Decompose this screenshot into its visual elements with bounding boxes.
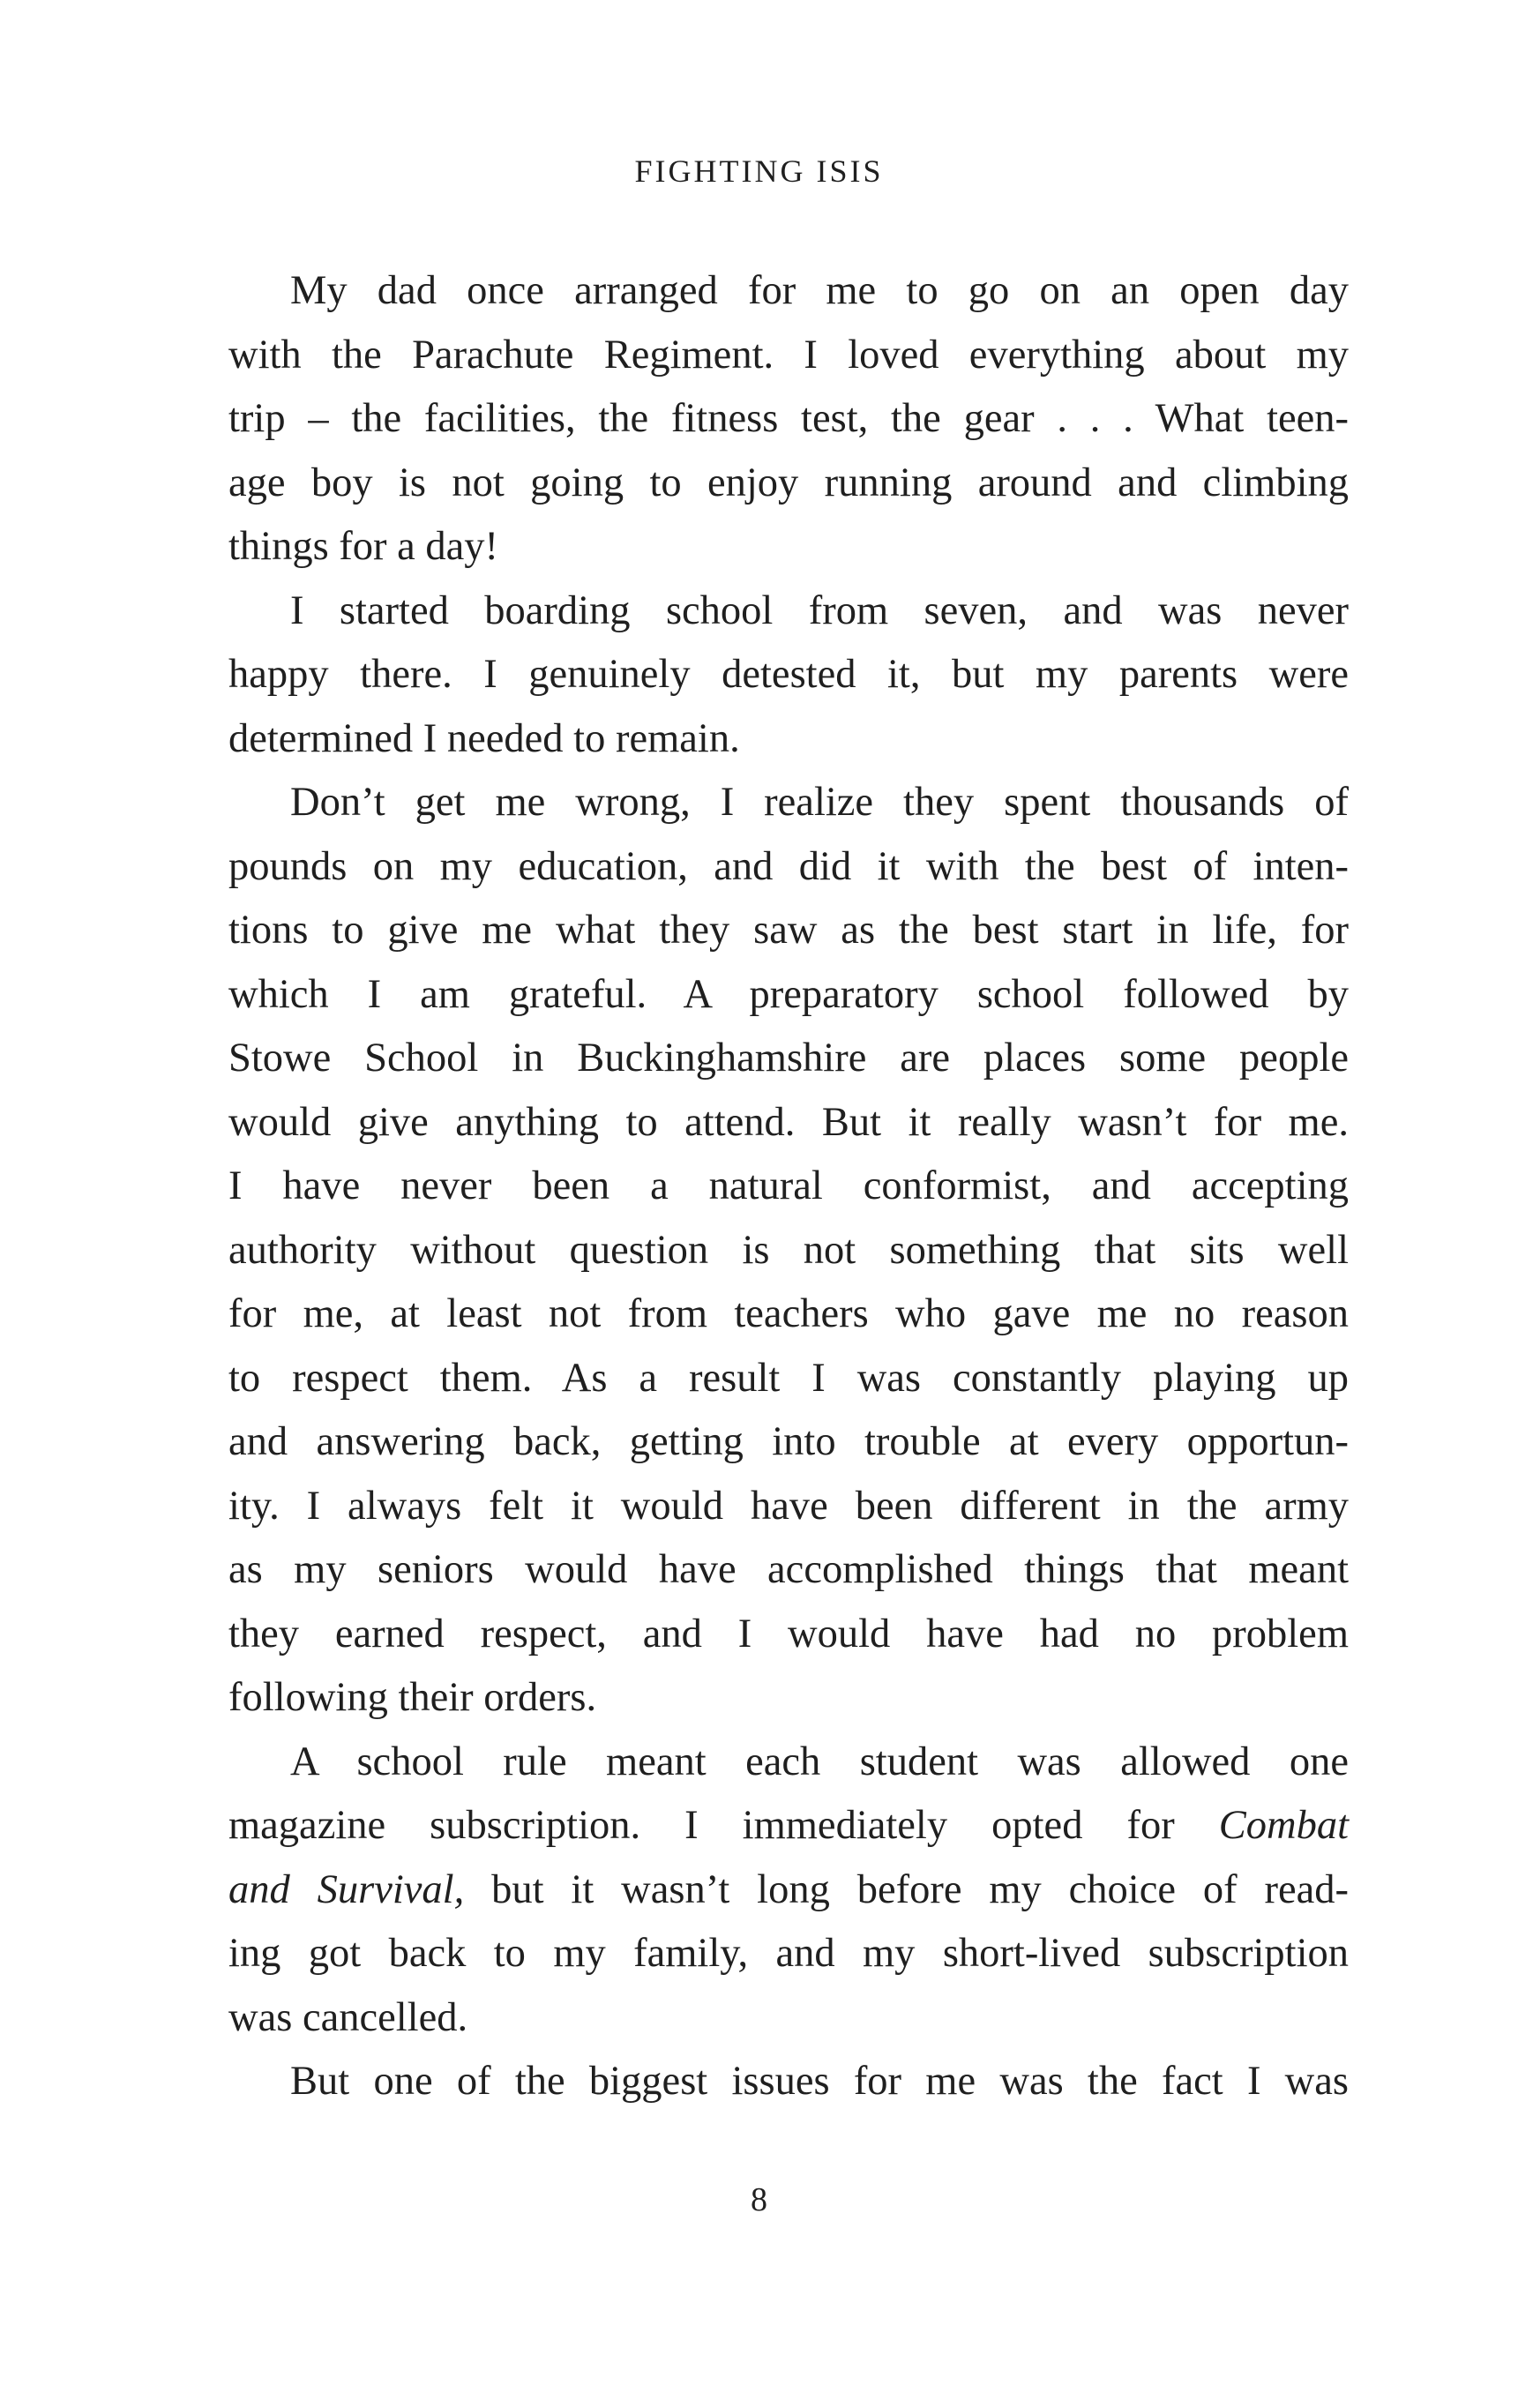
- text-line: But one of the biggest issues for me was the fact I was: [290, 2059, 1349, 2104]
- text-line: following their orders.: [228, 1675, 597, 1720]
- body-text: [228, 259, 1349, 2114]
- running-head: FIGHTING ISIS: [634, 153, 884, 189]
- paragraph: [228, 1731, 1349, 2051]
- text-line: with the Parachute Regiment. I loved everything about my: [228, 332, 1349, 378]
- text-line: Don’t get me wrong, I realize they spent thousands of: [290, 780, 1349, 825]
- text-line: trip – the facilities, the fitness test, the gear . . . What teen-: [228, 396, 1349, 441]
- paragraph: [228, 2050, 1349, 2114]
- text-line: I have never been a natural conformist, and accepting: [228, 1163, 1349, 1208]
- text-line: which I am grateful. A preparatory school followed by: [228, 971, 1349, 1017]
- text-line: I started boarding school from seven, and was never: [290, 587, 1349, 633]
- text-line: was cancelled.: [228, 1994, 468, 2040]
- paragraph: [228, 580, 1349, 772]
- text-line: tions to give me what they saw as the best start in life, for: [228, 908, 1349, 953]
- magazine-title: Combat: [1218, 1803, 1349, 1848]
- text-line: ing got back to my family, and my short-lived subscription: [228, 1931, 1349, 1976]
- text-line: would give anything to attend. But it really wasn’t for me.: [228, 1099, 1349, 1145]
- text-line: to respect them. As a result I was constantly playing up: [228, 1355, 1349, 1401]
- paragraph: [228, 259, 1349, 580]
- text-line: authority without question is not something that sits well: [228, 1227, 1349, 1273]
- text-line: things for a day!: [228, 524, 499, 569]
- text-line: age boy is not going to enjoy running around and climbing: [228, 460, 1349, 505]
- text-line: ity. I always felt it would have been different in the army: [228, 1483, 1349, 1529]
- text-line: A school rule meant each student was allowed one: [290, 1739, 1349, 1784]
- text-line: Stowe School in Buckinghamshire are places some people: [228, 1036, 1349, 1081]
- text-line: they earned respect, and I would have had no problem: [228, 1611, 1349, 1656]
- text-line: for me, at least not from teachers who gave me no reason: [228, 1291, 1349, 1336]
- text-line: pounds on my education, and did it with the best of inten-: [228, 843, 1349, 889]
- text-line: happy there. I genuinely detested it, but my parents were: [228, 652, 1349, 697]
- text-line: My dad once arranged for me to go on an open day: [290, 268, 1349, 313]
- paragraph: [228, 771, 1349, 1731]
- text-line: determined I needed to remain.: [228, 715, 740, 761]
- text-line: [228, 1794, 1349, 1858]
- magazine-title: and Survival,: [228, 1866, 465, 1912]
- text-segment: magazine subscription. I immediately opted for: [228, 1803, 1219, 1848]
- text-line: [228, 1858, 1349, 1923]
- text-line: as my seniors would have accomplished things that meant: [228, 1547, 1349, 1592]
- text-segment: but it wasn’t long before my choice of read-: [464, 1866, 1349, 1912]
- page-number: 8: [751, 2181, 767, 2218]
- text-line: and answering back, getting into trouble at every opportun-: [228, 1419, 1349, 1464]
